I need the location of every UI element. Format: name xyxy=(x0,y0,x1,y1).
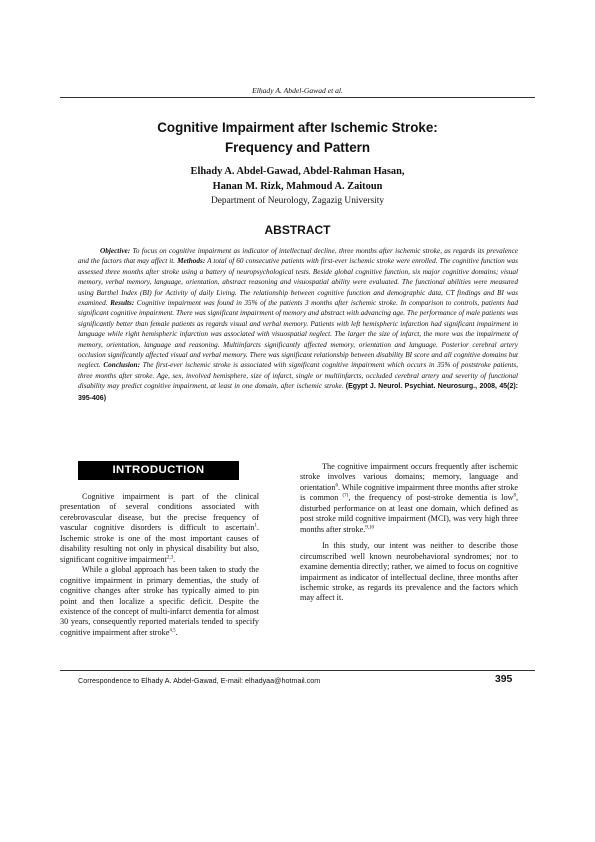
intro-p1-cont: . Ischemic stroke is one of the most important causes of disability resulting not only in physical disability but also, significant cognitive impairment xyxy=(60,523,259,564)
authors-line-1: Elhady A. Abdel-Gawad, Abdel-Rahman Hasan, xyxy=(190,166,405,177)
methods-text: A total of 60 consecutive patients with first-ever ischemic stroke were enrolled. The cognitive function was assessed three months after stroke using a battery of neuropsychological tests. Beside global cognitive function, six major cognitive domains; visual memory, verbal memory, language, orientation, abstract reasoning and visuospatial ability were evaluated. The functional abilities were measured using Barthel Index (BI) for Activity of daily Living. The relationship between cognitive function and demographic data, CT findings and BI was examined. xyxy=(78,257,518,308)
left-column xyxy=(60,492,259,638)
intro-p3-text-b: . While cognitive impairment three months after stroke is common xyxy=(300,482,518,503)
reference-mark: 1 xyxy=(254,523,257,529)
results-text: Cognitive impairment was found in 35% of the patients 3 months after ischemic stroke. In comparison to controls, patients had significant cognitive impairment. There was significant impairment of memory and abstract with advancing age. The performance of male patients was significantly better than female patients as regards visual and verbal memory. Patients with left hemispheric infarction had significant impairment in language while right hemispheric infarction was associated with visuospatial neglect. The larger the size of infarct, the more was the impairment of memory, orientation, language and reasoning. Multiinfarcts significantly affected memory, orientation and language. Posterior cerebral artery occlusion significantly affected visual and verbal memory. There was significant relationship between disability BI score and all cognitive domains but neglect. xyxy=(78,299,518,370)
objective-text: To focus on cognitive impairment as indicator of intellectual decline, three months after ischemic stroke, as regards its prevalence and the factors that may affect it. xyxy=(78,247,519,266)
intro-p1-text: Cognitive impairment is part of the clinical presentation of several conditions associated with cerebrovascular disease, but the precise frequency of vascular cognitive disorders is difficult to ascertain xyxy=(60,492,259,533)
citation: (Egypt J. Neurol. Psychiat. Neurosurg., 2008, 45(2): 395-406) xyxy=(78,383,519,402)
right-column xyxy=(300,462,518,604)
conclusion-text: The first-ever ischemic stroke is associated with significant cognitive impairment which occurs in 35% of poststroke patients, three months after stroke. Age, sex, involved hemisphere, size of infarct, single or multiinfarcts, occluded cerebral artery and severity of functional disability may predict cognitive impairment, at least in one domain, after ischemic stroke. xyxy=(78,361,519,391)
results-label: Results: xyxy=(110,299,135,308)
intro-paragraph-4: In this study, our intent was neither to describe those circumscribed well known neurobehavioral syndromes; nor to examine dementia directly; rather, we aimed to focus on cognitive impairment as indicator of intellectual decline, three months after ischemic stroke, as regards its prevalence and the factors which may affect it. xyxy=(300,541,518,603)
abstract-heading: ABSTRACT xyxy=(264,223,331,237)
intro-p2-text: While a global approach has been taken to study the cognitive impairment in primary dementias, the study of cognitive changes after stroke has typically aimed to pin point and then localize a specific deficit. Despite the existence of the concept of multi-infarct dementia for almost 30 years, consequently reported materials tended to specify cognitive impairment after stroke xyxy=(60,565,259,637)
reference-mark: 2,3 xyxy=(166,554,174,560)
authors xyxy=(60,164,535,194)
reference-mark: 8 xyxy=(513,493,516,499)
reference-mark: (7) xyxy=(342,493,349,499)
introduction-heading: INTRODUCTION xyxy=(78,461,239,480)
running-head: Elhady A. Abdel-Gawad et al. xyxy=(252,86,343,95)
intro-p3-text-d: , disturbed performance on at least one domain, which defined as post stroke mild cognitive impairment (MCI), was very high three months after stroke. xyxy=(300,493,519,534)
title-line-2: Frequency and Pattern xyxy=(224,140,371,155)
authors-line-2: Hanan M. Rizk, Mahmoud A. Zaitoun xyxy=(212,181,383,192)
affiliation: Department of Neurology, Zagazig University xyxy=(210,196,385,206)
intro-p3-text-a: The cognitive impairment occurs frequently after ischemic stroke involves various domains; memory, language and orientation xyxy=(300,462,518,492)
abstract-body xyxy=(78,246,518,404)
title-line-1: Cognitive Impairment after Ischemic Stroke: xyxy=(157,120,438,135)
reference-mark: 9,10 xyxy=(365,524,375,530)
footer-rule xyxy=(60,670,535,671)
page-number: 395 xyxy=(495,674,513,685)
intro-paragraph-1: Cognitive impairment is part of the clinical presentation of several conditions associated with cerebrovascular disease, but the precise frequency of vascular cognitive disorders is difficult to ascertain$^1$. Ischemic stroke is one of the most important causes of disability resulting not only in physical disability but also, significant cognitive impairment$^{2,3}$. xyxy=(60,492,259,564)
intro-paragraph-2: While a global approach has been taken to study the cognitive impairment in primary dementias, the study of cognitive changes after stroke has typically aimed to pin point and then localize a specific deficit. Despite the existence of the concept of multi-infarct dementia for almost 30 years, consequently reported materials tended to specify cognitive impairment after stroke$^{4,5}$. xyxy=(60,565,259,637)
methods-label: Methods: xyxy=(177,257,206,266)
conclusion-label: Conclusion: xyxy=(103,361,140,370)
header-rule xyxy=(60,97,535,98)
correspondence-footer: Correspondence to Elhady A. Abdel-Gawad, E-mail: elhadyaa@hotmail.com xyxy=(78,676,321,685)
reference-mark: 4,5 xyxy=(169,628,176,634)
intro-p3-text-c: , the frequency of post-stroke dementia is low xyxy=(348,493,514,503)
intro-paragraph-3 xyxy=(300,462,518,535)
objective-label: Objective: xyxy=(100,247,131,255)
paper-title xyxy=(60,118,535,158)
reference-mark: 6 xyxy=(335,483,338,489)
